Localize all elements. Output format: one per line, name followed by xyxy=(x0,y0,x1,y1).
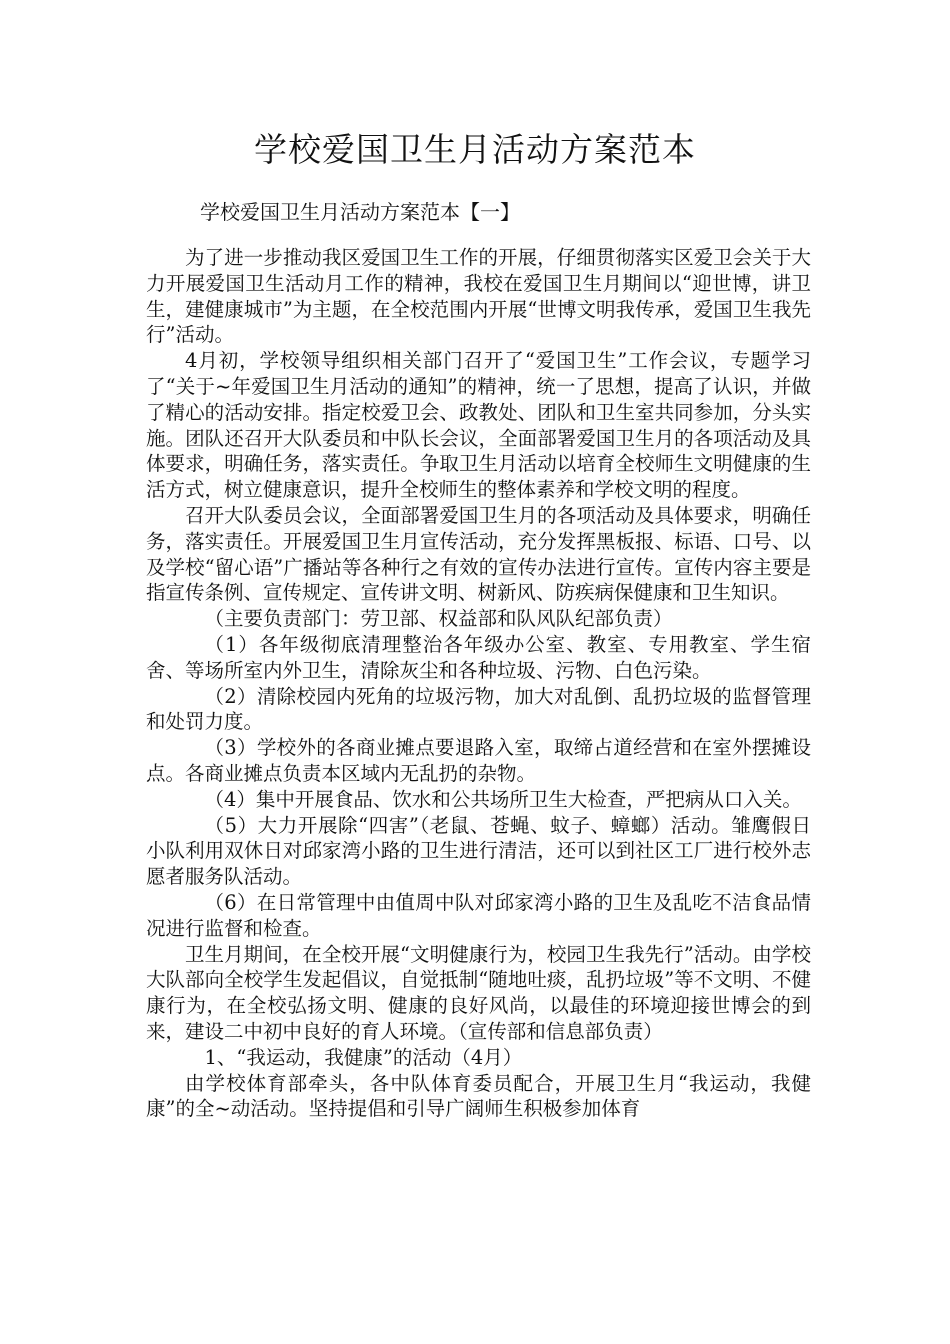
paragraph-intro: 为了进一步推动我区爱国卫生工作的开展，仔细贯彻落实区爱卫会关于大力开展爱国卫生活动月工作的精神，我校在爱国卫生月期间以“迎世博，讲卫生，建健康城市”为主题，在全校范围内开展“世博文明我传承，爱国卫生我先行”活动。 xyxy=(146,246,811,347)
list-item-cleanup: （1）各年级彻底清理整治各年级办公室、教室、专用教室、学生宿舍、等场所室内外卫生，清除灰尘和各种垃圾、污物、白色污染。 xyxy=(146,632,811,682)
document-subtitle: 学校爱国卫生月活动方案范本【一】 xyxy=(200,200,520,224)
list-item-campus-garbage: （2）清除校园内死角的垃圾污物，加大对乱倒、乱扔垃圾的监督管理和处罚力度。 xyxy=(146,684,811,734)
paragraph-health-month-campaign: 卫生月期间，在全校开展“文明健康行为，校园卫生我先行”活动。由学校大队部向全校学生发起倡议，自觉抵制“随地吐痰，乱扔垃圾”等不文明、不健康行为，在全校弘扬文明、健康的良好风尚，以最佳的环境迎接世博会的到来，建设二中初中良好的育人环境。（宣传部和信息部负责） xyxy=(146,942,811,1043)
list-item-vendors: （3）学校外的各商业摊点要退路入室，取缔占道经营和在室外摆摊设点。各商业摊点负责本区域内无乱扔的杂物。 xyxy=(146,736,811,785)
document-title: 学校爱国卫生月活动方案范本 xyxy=(254,130,696,169)
paragraph-responsible-departments: （主要负责部门：劳卫部、权益部和队风队纪部负责） xyxy=(204,607,673,631)
list-item-four-pests: （5）大力开展除“四害”（老鼠、苍蝇、蚊子、蟑螂）活动。雏鹰假日小队利用双休日对邱家湾小路的卫生进行清洁，还可以到社区工厂进行校外志愿者服务队活动。 xyxy=(146,813,811,889)
paragraph-sports-activity: 由学校体育部牵头，各中队体育委员配合，开展卫生月“我运动，我健康”的全~动活动。坚持提倡和引导广阔师生积极参加体育 xyxy=(146,1071,811,1121)
paragraph-publicity: 召开大队委员会议，全面部署爱国卫生月的各项活动及具体要求，明确任务，落实责任。开展爱国卫生月宣传活动，充分发挥黑板报、标语、口号、以及学校“留心语”广播站等各种行之有效的宣传办法进行宣传。宣传内容主要是指宣传条例、宣传规定、宣传讲文明、树新风、防疾病保健康和卫生知识。 xyxy=(146,503,811,605)
list-item-daily-management: （6）在日常管理中由值周中队对邱家湾小路的卫生及乱吃不洁食品情况进行监督和检查。 xyxy=(146,890,811,940)
list-item-inspection: （4）集中开展食品、饮水和公共场所卫生大检查，严把病从口入关。 xyxy=(204,787,802,811)
document-body xyxy=(146,245,811,1122)
section-heading-sports: 1、“我运动，我健康”的活动（4月） xyxy=(204,1045,523,1069)
paragraph-meeting: 4月初，学校领导组织相关部门召开了“爱国卫生”工作会议，专题学习了“关于~年爱国卫生月活动的通知”的精神，统一了思想，提高了认识，并做了精心的活动安排。指定校爱卫会、政教处、团队和卫生室共同参加，分头实施。团队还召开大队委员和中队长会议，全面部署爱国卫生月的各项活动及具体要求，明确任务，落实责任。争取卫生月活动以培育全校师生文明健康的生活方式，树立健康意识，提升全校师生的整体素养和学校文明的程度。 xyxy=(146,349,811,502)
